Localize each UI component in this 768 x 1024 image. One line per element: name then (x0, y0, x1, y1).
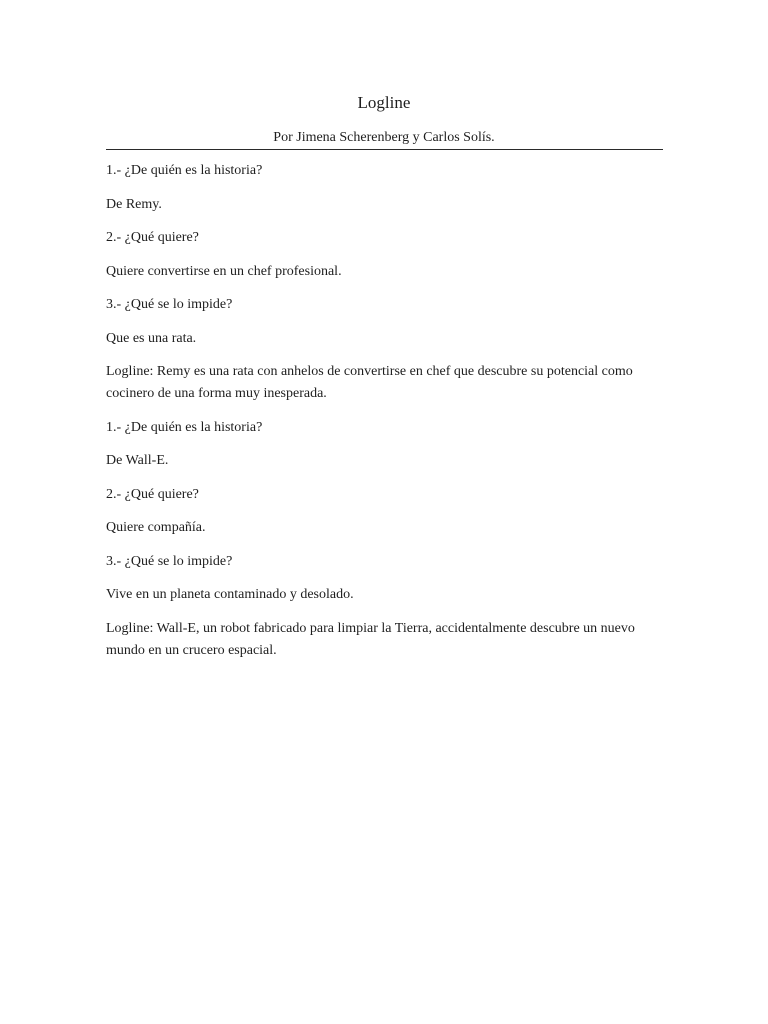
question-2-walle: 2.- ¿Qué quiere? (106, 486, 199, 502)
question-3-remy: 3.- ¿Qué se lo impide? (106, 297, 233, 312)
document-body (106, 160, 666, 673)
title-divider (106, 149, 663, 150)
question-1-remy: 1.- ¿De quién es la historia? (106, 163, 263, 178)
answer-2-walle: Quiere compañía. (106, 520, 206, 535)
document-authors: Por Jimena Scherenberg y Carlos Solís. (273, 130, 495, 145)
logline-walle: Logline: Wall-E, un robot fabricado para limpiar la Tierra, accidentalmente descubre un nuevo mundo en un crucero espacial. (106, 620, 635, 658)
logline-remy: Logline: Remy es una rata con anhelos de convertirse en chef que descubre su potencial como cocinero de una forma muy inesperada. (106, 364, 633, 401)
question-3-walle: 3.- ¿Qué se lo impide? (106, 553, 233, 569)
answer-1-walle: De Wall-E. (106, 453, 169, 468)
answer-3-walle: Vive en un planeta contaminado y desolado. (106, 587, 354, 602)
answer-3-remy: Que es una rata. (106, 330, 197, 346)
answer-2-remy: Quiere convertirse en un chef profesional. (106, 263, 342, 279)
question-2-remy: 2.- ¿Qué quiere? (106, 230, 199, 245)
document-title: Logline (357, 93, 411, 112)
question-1-walle: 1.- ¿De quién es la historia? (106, 419, 263, 435)
answer-1-remy: De Remy. (106, 196, 162, 212)
